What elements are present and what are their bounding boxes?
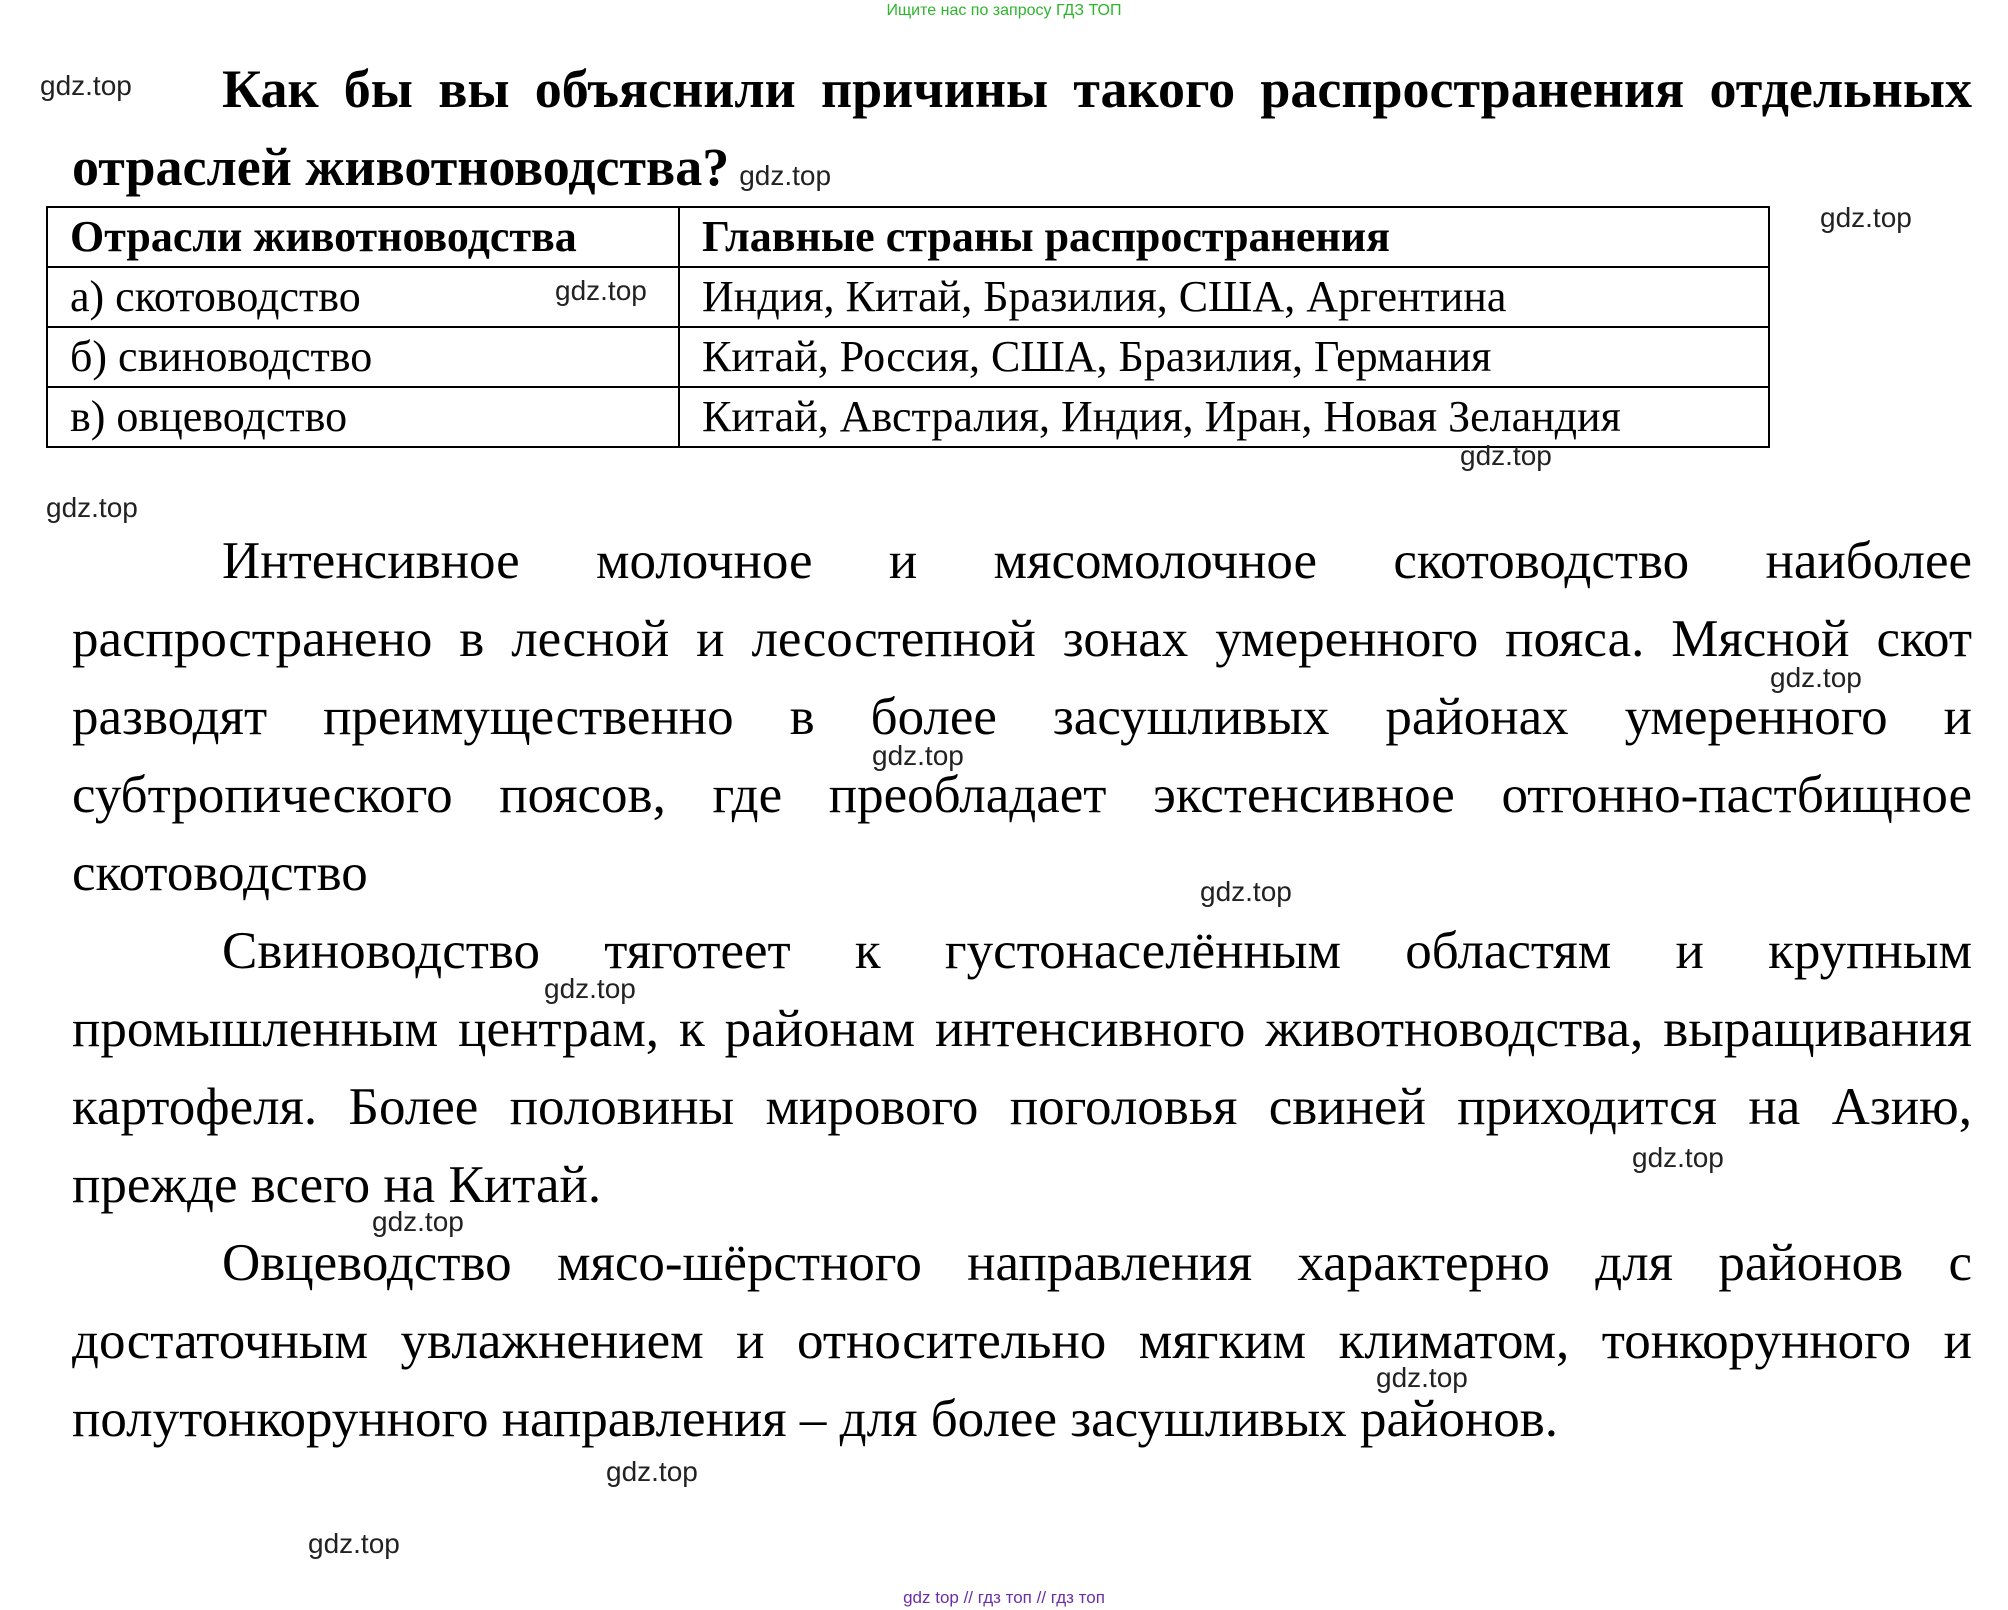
footer-links[interactable]: gdz top // гдз топ // гдз топ [903,1588,1105,1607]
table-cell: а) скотоводство [47,267,679,327]
watermark: gdz.top [46,492,138,523]
watermark: gdz.top [308,1528,400,1559]
watermark: gdz.top [1460,440,1552,471]
question-text: Как бы вы объяснили причины такого распространения отдельных отраслей животноводства? [72,59,1972,197]
watermark: gdz.top [1770,662,1862,693]
paragraph-pigs: Свиноводство тяготеет к густонаселённым областям и крупным промышленным центрам, к районам интенсивного животноводства, выращивания картофеля. Более половины мирового поголовья свиней приходится на Азию, прежде всего на Китай. [72,922,1972,1214]
watermark: gdz.top [544,973,636,1004]
watermark: gdz.top [606,1456,698,1487]
table-cell: Индия, Китай, Бразилия, США, Аргентина [679,267,1769,327]
table-cell: Китай, Австралия, Индия, Иран, Новая Зеландия [679,387,1769,447]
watermark: gdz.top [1820,202,1912,233]
table-cell: в) овцеводство [47,387,679,447]
paragraph-cattle: Интенсивное молочное и мясомолочное скотоводство наиболее распространено в лесной и лесостепной зонах умеренного пояса. Мясной скот разводят преимущественно в более засушливых районах умеренного и субтропического поясов, где преобладает экстенсивное отгонно-пастбищное скотоводство [72,532,1972,902]
watermark: gdz.top [1376,1362,1468,1393]
watermark: gdz.top [40,70,132,101]
watermark: gdz.top [872,740,964,771]
livestock-table [46,206,1770,448]
paragraph-sheep: Овцеводство мясо-шёрстного направления характерно для районов с достаточным увлажнением и относительно мягким климатом, тонкорунного и полутонкорунного направления – для более засушливых районов. [72,1234,1972,1448]
table-header-cell: Отрасли животноводства [47,207,679,267]
table-cell: Китай, Россия, США, Бразилия, Германия [679,327,1769,387]
question-title [72,50,1972,215]
watermark: gdz.top [1200,876,1292,907]
search-banner[interactable]: Ищите нас по запросу ГДЗ ТОП [886,2,1122,19]
watermark: gdz.top [1632,1142,1724,1173]
watermark: gdz.top [372,1206,464,1237]
watermark: gdz.top [555,275,647,306]
watermark: gdz.top [739,160,832,191]
table-header-row [47,207,1769,267]
table-row [47,387,1769,447]
table-row [47,267,1769,327]
table-row [47,327,1769,387]
table-header-cell: Главные страны распространения [679,207,1769,267]
table-cell: б) свиноводство [47,327,679,387]
